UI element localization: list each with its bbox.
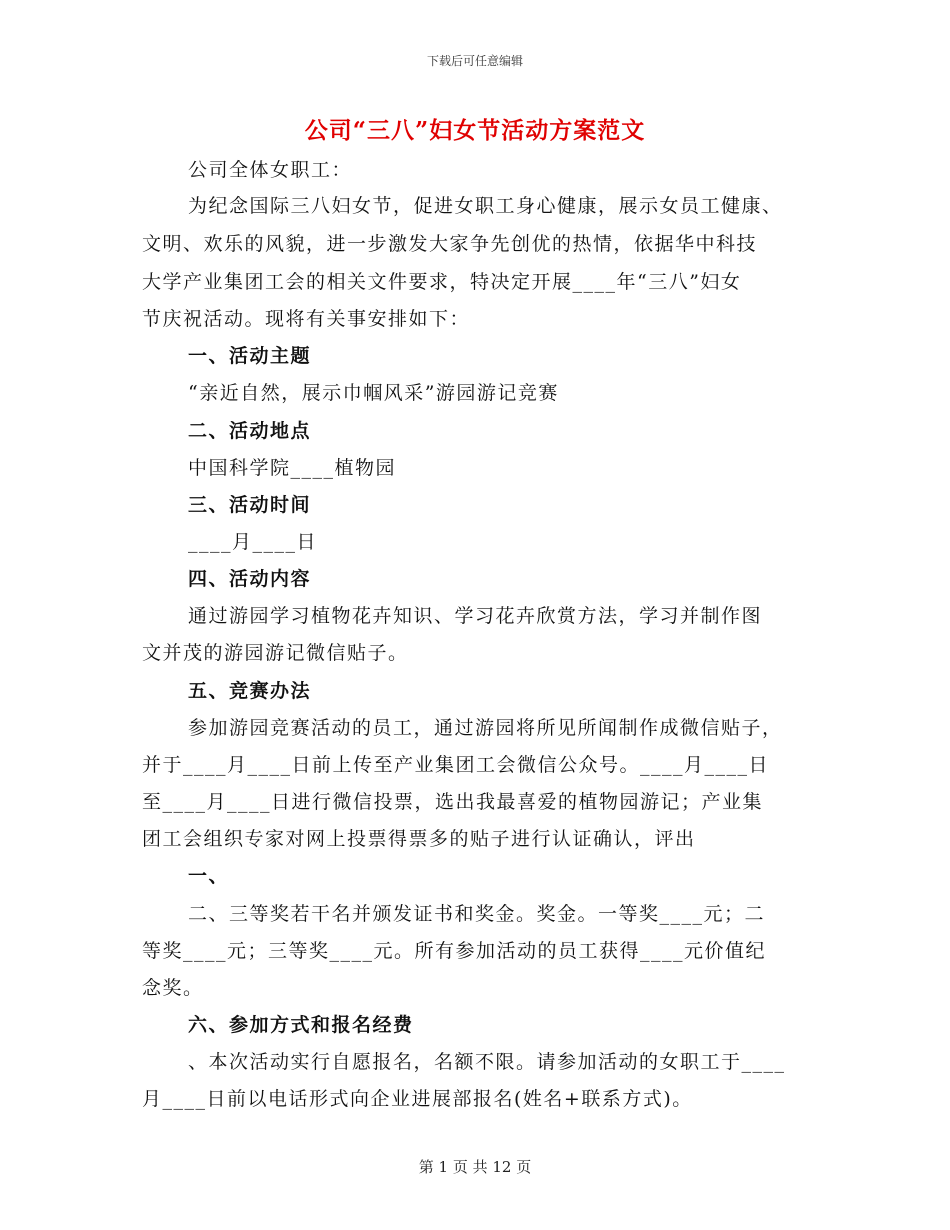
page-number-footer: 第 1 页 共 12 页 — [418, 1158, 532, 1176]
section-heading: 五、竞赛办法 — [188, 680, 312, 702]
section-heading: 三、活动时间 — [188, 494, 312, 516]
paragraph-line: 参加游园竞赛活动的员工，通过游园将所见所闻制作成微信贴子， — [188, 717, 783, 739]
paragraph-line: 通过游园学习植物花卉知识、学习花卉欣赏方法，学习并制作图 — [188, 605, 763, 627]
paragraph-line: 、本次活动实行自愿报名，名额不限。请参加活动的女职工于____ — [188, 1051, 786, 1073]
paragraph-line: 为纪念国际三八妇女节，促进女职工身心健康，展示女员工健康、 — [188, 195, 783, 217]
section-heading: 一、活动主题 — [188, 345, 312, 367]
section-heading: 四、活动内容 — [188, 568, 312, 590]
paragraph-line: 二、三等奖若干名并颁发证书和奖金。奖金。一等奖____元；二 — [188, 903, 766, 925]
paragraph-line: 等奖____元；三等奖____元。所有参加活动的员工获得____元价值纪 — [142, 940, 767, 962]
section-heading: 六、参加方式和报名经费 — [188, 1014, 414, 1036]
document-title: 公司“三八”妇女节活动方案范文 — [304, 117, 646, 144]
paragraph-line: 月____日前以电话形式向企业进展部报名(姓名+联系方式)。 — [142, 1088, 693, 1110]
paragraph-line: 念奖。 — [142, 977, 204, 999]
paragraph-line: ____月____日 — [188, 531, 318, 553]
paragraph-line: 大学产业集团工会的相关文件要求，特决定开展____年“三八”妇女 — [142, 271, 742, 293]
paragraph-line: 文并茂的游园游记微信贴子。 — [142, 642, 409, 664]
paragraph-line: 至____月____日进行微信投票，选出我最喜爱的植物园游记；产业集 — [142, 791, 764, 813]
header-note: 下载后可任意编辑 — [426, 54, 523, 68]
paragraph-line: 节庆祝活动。现将有关事安排如下： — [142, 308, 471, 330]
salutation: 公司全体女职工： — [188, 159, 353, 181]
paragraph-line: “亲近自然，展示巾帼风采”游园游记竞赛 — [188, 382, 559, 404]
section-heading: 二、活动地点 — [188, 420, 312, 442]
paragraph-line: 文明、欢乐的风貌，进一步激发大家争先创优的热情，依据华中科技 — [142, 233, 758, 255]
paragraph-line: 团工会组织专家对网上投票得票多的贴子进行认证确认，评出 — [142, 828, 696, 850]
paragraph-line: 中国科学院____植物园 — [188, 457, 397, 479]
section-heading: 一、 — [188, 865, 230, 887]
paragraph-line: 并于____月____日前上传至产业集团工会微信公众号。____月____日 — [142, 754, 770, 776]
